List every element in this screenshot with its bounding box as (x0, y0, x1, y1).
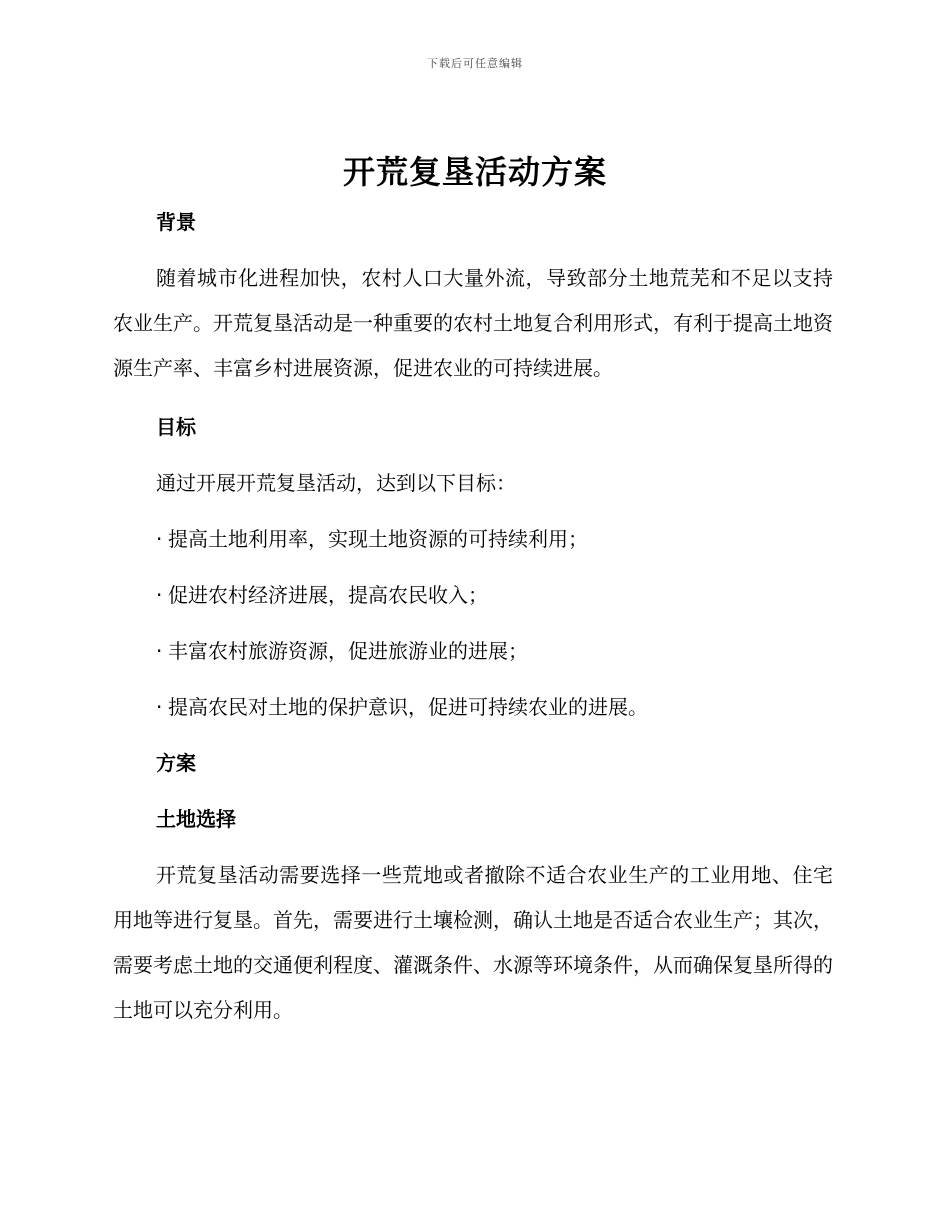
goal-list-item (113, 629, 833, 673)
goal-list-item (113, 685, 833, 729)
section-heading-background: 背景 (156, 210, 196, 234)
document-body (113, 200, 833, 1033)
goal-item-text: 提高土地利用率，实现土地资源的可持续利用； (168, 527, 588, 551)
bullet-dot-icon: · (156, 695, 163, 719)
subsection-heading-land-selection: 土地选择 (156, 807, 236, 831)
page-header-note: 下载后可任意编辑 (427, 57, 523, 70)
goal-item-text: 丰富农村旅游资源，促进旅游业的进展； (168, 639, 528, 663)
goal-item-text: 提高农民对土地的保护意识，促进可持续农业的进展。 (168, 695, 648, 719)
goal-item-text: 促进农村经济进展，提高农民收入； (168, 583, 488, 607)
bullet-dot-icon: · (156, 527, 163, 551)
goal-list-item (113, 517, 833, 561)
goal-list-item (113, 573, 833, 617)
bullet-dot-icon: · (156, 583, 163, 607)
bullet-dot-icon: · (156, 639, 163, 663)
section-heading-plan: 方案 (156, 751, 196, 775)
land-selection-paragraph: 开荒复垦活动需要选择一些荒地或者撤除不适合农业生产的工业用地、住宅用地等进行复垦。首先，需要进行土壤检测，确认土地是否适合农业生产；其次，需要考虑土地的交通便利程度、灌溉条件、水源等环境条件，从而确保复垦所得的土地可以充分利用。 (113, 863, 833, 1022)
goals-intro: 通过开展开荒复垦活动，达到以下目标： (156, 471, 516, 495)
page-title: 开荒复垦活动方案 (342, 153, 607, 191)
background-paragraph: 随着城市化进程加快，农村人口大量外流，导致部分土地荒芜和不足以支持农业生产。开荒复垦活动是一种重要的农村土地复合利用形式，有利于提高土地资源生产率、丰富乡村进展资源，促进农业的可持续进展。 (113, 266, 833, 380)
section-heading-goals: 目标 (156, 415, 196, 439)
